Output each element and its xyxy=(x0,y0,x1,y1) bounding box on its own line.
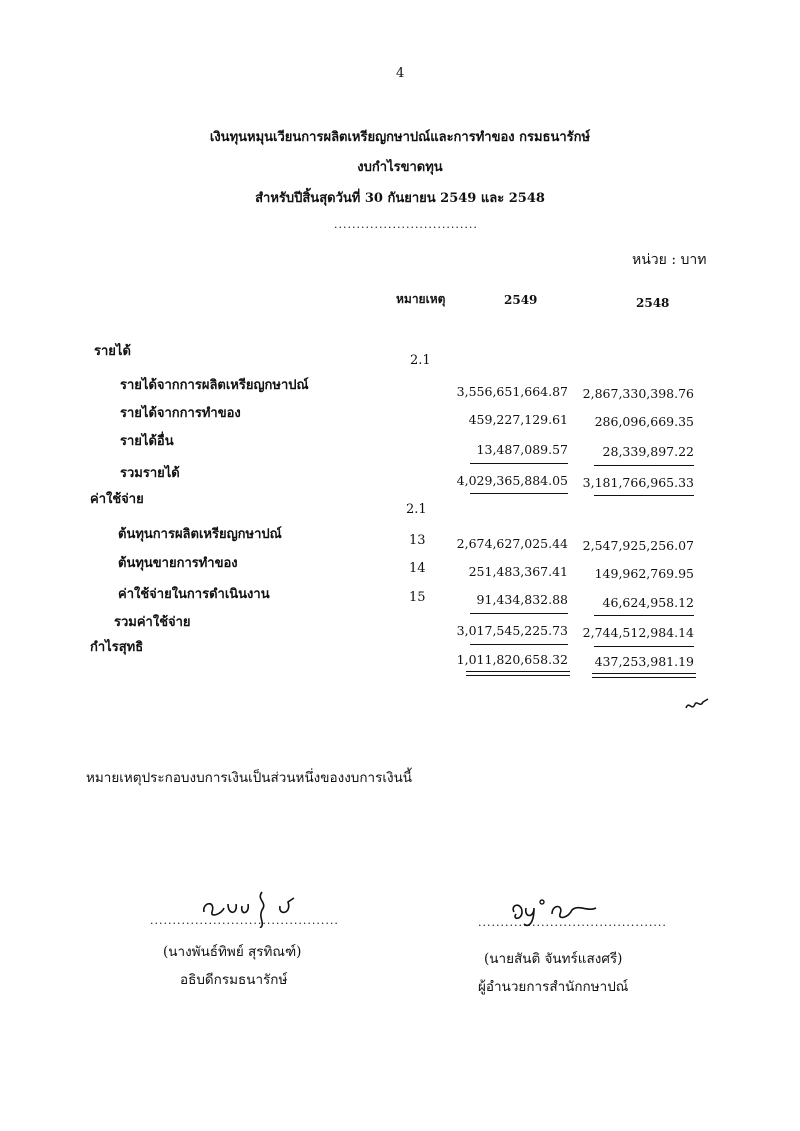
income-note-ref: 2.1 xyxy=(410,353,431,368)
expense-operating-note: 15 xyxy=(409,590,426,605)
income-label-contract-work: รายได้จากการทำของ xyxy=(120,406,241,421)
signature-1-title: อธิบดีกรมธนารักษ์ xyxy=(180,972,288,988)
income-total-line-2549 xyxy=(470,493,568,494)
expense-label-coin-cost: ต้นทุนการผลิตเหรียญกษาปณ์ xyxy=(118,527,282,542)
expenses-total-label: รวมค่าใช้จ่าย xyxy=(114,615,191,630)
report-entity-title: เงินทุนหมุนเวียนการผลิตเหรียญกษาปณ์และการทำของ กรมธนารักษ์ xyxy=(209,130,591,145)
initial-mark xyxy=(684,694,710,714)
expense-label-operating: ค่าใช้จ่ายในการดำเนินงาน xyxy=(118,587,270,602)
expense-operating-2548: 46,624,958.12 xyxy=(602,595,694,610)
statement-period: สำหรับปีสิ้นสุดวันที่ 30 กันยายน 2549 และ 2548 xyxy=(255,191,545,206)
expenses-subtotal-line-2549 xyxy=(470,613,568,614)
income-other-2549: 13,487,089.57 xyxy=(476,442,568,457)
income-label-other: รายได้อื่น xyxy=(120,434,174,449)
income-subtotal-line-2548 xyxy=(594,465,694,466)
expense-operating-2549: 91,434,832.88 xyxy=(476,592,568,607)
income-subtotal-line-2549 xyxy=(470,463,568,464)
expenses-total-line-2548 xyxy=(594,646,694,647)
page-number: 4 xyxy=(396,66,405,81)
expenses-total-line-2549 xyxy=(470,644,568,645)
signature-1-name: (นางพันธ์ทิพย์ สุรทิณฑ์) xyxy=(163,944,302,960)
net-profit-double-line-2549 xyxy=(466,671,570,676)
column-header-note: หมายเหตุ xyxy=(396,292,446,306)
net-profit-2548: 437,253,981.19 xyxy=(594,654,694,669)
signature-2-line: .......................................... xyxy=(478,916,667,929)
expense-coin-cost-note: 13 xyxy=(409,533,426,548)
net-profit-2549: 1,011,820,658.32 xyxy=(456,652,568,667)
income-label-coin-production: รายได้จากการผลิตเหรียญกษาปณ์ xyxy=(120,378,309,393)
column-header-2548: 2548 xyxy=(636,296,670,310)
header-divider-dots: ................................ xyxy=(334,218,478,231)
expenses-total-2549: 3,017,545,225.73 xyxy=(456,623,568,638)
expense-coin-cost-2548: 2,547,925,256.07 xyxy=(582,538,694,553)
expenses-heading: ค่าใช้จ่าย xyxy=(90,492,144,507)
income-total-label: รวมรายได้ xyxy=(120,466,180,481)
footnote: หมายเหตุประกอบงบการเงินเป็นส่วนหนึ่งของงบการเงินนี้ xyxy=(86,770,413,786)
expense-label-contract-cost: ต้นทุนขายการทำของ xyxy=(118,556,238,571)
signature-1-line: .......................................... xyxy=(150,914,339,927)
expenses-subtotal-line-2548 xyxy=(594,615,694,616)
income-total-2549: 4,029,365,884.05 xyxy=(456,473,568,488)
income-total-line-2548 xyxy=(594,495,694,496)
signature-2-title: ผู้อำนวยการสำนักกษาปณ์ xyxy=(478,979,629,995)
column-header-2549: 2549 xyxy=(504,293,538,307)
currency-unit: หน่วย : บาท xyxy=(632,252,707,268)
income-other-2548: 28,339,897.22 xyxy=(602,444,694,459)
income-coin-production-2548: 2,867,330,398.76 xyxy=(582,386,694,401)
income-contract-work-2548: 286,096,669.35 xyxy=(594,414,694,429)
income-coin-production-2549: 3,556,651,664.87 xyxy=(456,384,568,399)
expense-contract-cost-2549: 251,483,367.41 xyxy=(468,564,568,579)
income-total-2548: 3,181,766,965.33 xyxy=(582,475,694,490)
expenses-note-ref: 2.1 xyxy=(406,502,427,517)
income-contract-work-2549: 459,227,129.61 xyxy=(468,412,568,427)
income-heading: รายได้ xyxy=(94,344,131,359)
expense-contract-cost-2548: 149,962,769.95 xyxy=(594,566,694,581)
statement-title: งบกำไรขาดทุน xyxy=(357,160,443,175)
expense-contract-cost-note: 14 xyxy=(409,561,426,576)
net-profit-label: กำไรสุทธิ xyxy=(90,640,144,655)
expenses-total-2548: 2,744,512,984.14 xyxy=(582,625,694,640)
net-profit-double-line-2548 xyxy=(592,673,696,678)
expense-coin-cost-2549: 2,674,627,025.44 xyxy=(456,536,568,551)
signature-2-name: (นายสันติ จันทร์แสงศรี) xyxy=(484,951,623,967)
